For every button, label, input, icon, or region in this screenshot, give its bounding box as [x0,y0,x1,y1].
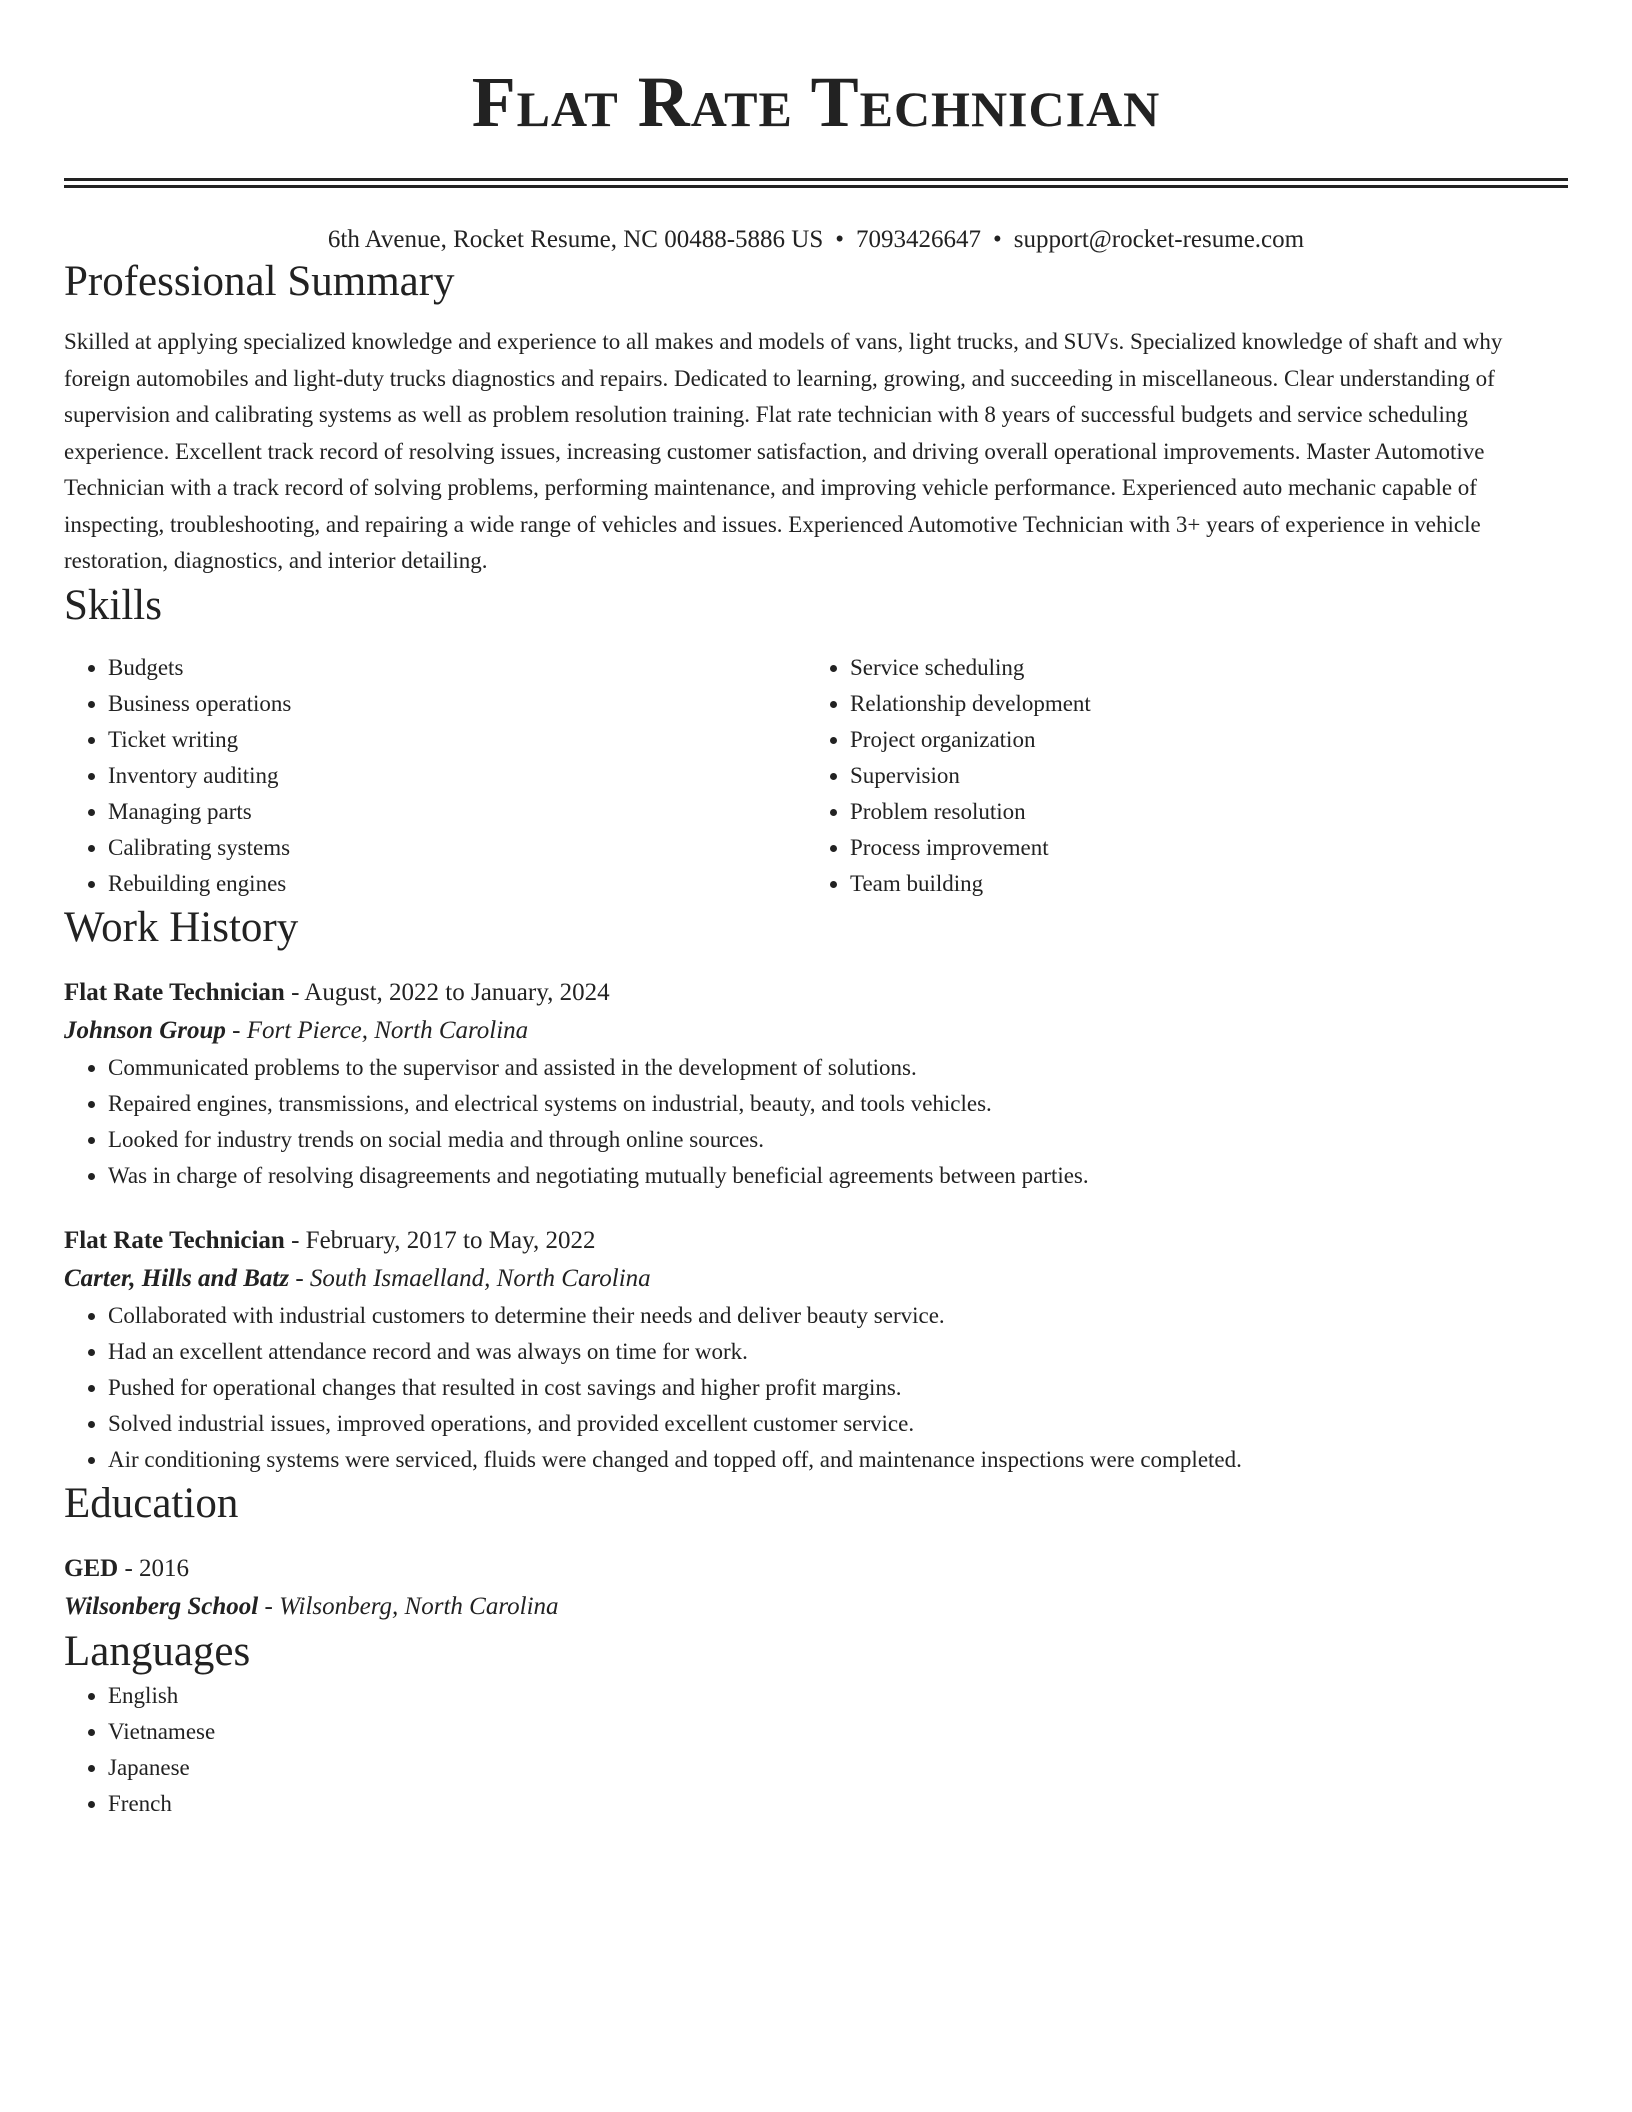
languages-list [64,1678,1568,1822]
job-duty: • Collaborated with industrial customers to determine their needs and deliver beauty service. [108,1298,1568,1334]
job-header [64,974,1568,1012]
contact-separator: • [835,226,845,253]
language-item: • Vietnamese [108,1714,1568,1750]
skills-column-left [64,650,806,902]
job-header [64,1222,1568,1260]
job-dates: - August, 2022 to January, 2024 [284,978,610,1006]
language-item: • French [108,1786,1568,1822]
job-duties-list [64,1050,1568,1194]
contact-line [64,224,1568,256]
skills-heading: Skills [64,581,162,629]
contact-phone: 7093426647 [856,226,982,253]
education-degree: GED [64,1554,119,1582]
skills-list [64,650,1568,902]
skill-item: • Team building [850,866,1548,902]
job-duty: • Solved industrial issues, improved operations, and provided excellent customer service. [108,1406,1568,1442]
contact-email: support@rocket-resume.com [1013,226,1305,253]
job-title: Flat Rate Technician [64,1226,285,1254]
job-duty: • Looked for industry trends on social media and through online sources. [108,1122,1568,1158]
skill-item: • Process improvement [850,830,1548,866]
job-duties-list [64,1298,1568,1478]
languages-heading: Languages [64,1627,251,1675]
resume-title: Flat Rate Technician [471,62,1161,142]
job-company: Carter, Hills and Batz [64,1264,290,1292]
summary-text: Skilled at applying specialized knowledge and experience to all makes and models of vans, light trucks, and SUVs. Specialized knowledge of shaft and why foreign automobiles and light-duty trucks diagnostics and repairs. Dedicated to learning, growing, and succeeding in miscellaneous. Clear understanding of supervision and calibrating systems as well as problem resolution training. Flat rate technician with 8 years of successful budgets and service scheduling experience. Excellent track record of resolving issues, increasing customer satisfaction, and driving overall operational improvements. Master Automotive Technician with a track record of solving problems, performing maintenance, and improving vehicle performance. Experienced auto mechanic capable of inspecting, troubleshooting, and repairing a wide range of vehicles and issues. Experienced Automotive Technician with 3+ years of experience in vehicle restoration, diagnostics, and interior detailing. [64,329,1503,573]
skill-item: • Budgets [108,650,806,686]
job-title: Flat Rate Technician [64,978,285,1006]
summary-heading: Professional Summary [64,258,455,305]
job-duty: • Repaired engines, transmissions, and electrical systems on industrial, beauty, and tools vehicles. [108,1086,1568,1122]
skill-item: • Managing parts [108,794,806,830]
skill-item: • Service scheduling [850,650,1548,686]
skill-item: • Problem resolution [850,794,1548,830]
language-item: • English [108,1678,1568,1714]
skill-item: • Calibrating systems [108,830,806,866]
job-duty: • Air conditioning systems were serviced, fluids were changed and topped off, and maintenance inspections were completed. [108,1442,1568,1478]
job-dates: - February, 2017 to May, 2022 [284,1226,596,1254]
skill-item: • Relationship development [850,686,1548,722]
education-school-line [64,1588,1568,1626]
skills-column-right [806,650,1548,902]
skill-item: • Supervision [850,758,1548,794]
skill-item: • Business operations [108,686,806,722]
job-company: Johnson Group [64,1016,226,1044]
job-company-line [64,1012,1568,1050]
job-duty: • Pushed for operational changes that resulted in cost savings and higher profit margins. [108,1370,1568,1406]
job-company-line [64,1260,1568,1298]
contact-address: 6th Avenue, Rocket Resume, NC 00488-5886 US [327,226,824,253]
contact-separator: • [993,226,1002,253]
skill-item: • Inventory auditing [108,758,806,794]
job-duty: • Communicated problems to the supervisor and assisted in the development of solutions. [108,1050,1568,1086]
job-duty: • Had an excellent attendance record and was always on time for work. [108,1334,1568,1370]
education-school: Wilsonberg School [64,1592,259,1620]
skill-item: • Ticket writing [108,722,806,758]
job-location: - South Ismaelland, North Carolina [289,1264,651,1292]
education-heading: Education [64,1479,239,1527]
education-header [64,1550,1568,1588]
education-year: - 2016 [118,1554,190,1582]
education-location: - Wilsonberg, North Carolina [258,1592,559,1620]
skill-item: • Rebuilding engines [108,866,806,902]
job-location: - Fort Pierce, North Carolina [225,1016,529,1044]
job-duty: • Was in charge of resolving disagreements and negotiating mutually beneficial agreements between parties. [108,1158,1568,1194]
language-item: • Japanese [108,1750,1568,1786]
skill-item: • Project organization [850,722,1548,758]
title-double-rule [64,178,1568,188]
work-history-heading: Work History [64,903,299,951]
